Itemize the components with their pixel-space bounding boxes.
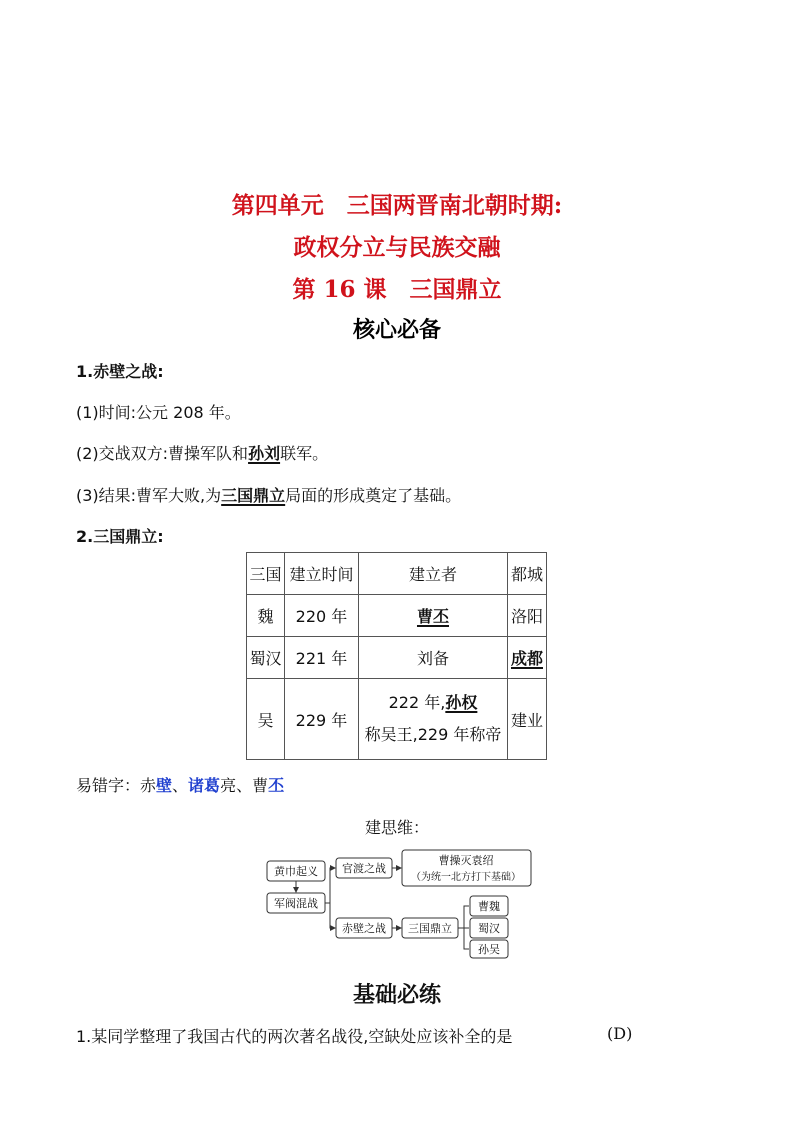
node-shu: 蜀汉 bbox=[478, 922, 500, 935]
typo-word: 诸葛 bbox=[188, 776, 221, 795]
unit-subtitle: 政权分立与民族交融 bbox=[293, 234, 501, 261]
lesson-title: 第 16 课 三国鼎立 bbox=[292, 276, 502, 303]
node-three-kingdoms: 三国鼎立 bbox=[408, 922, 452, 935]
table-header: 建立时间 bbox=[285, 553, 359, 595]
flow-connector bbox=[464, 928, 469, 949]
table-cell: 221 年 bbox=[285, 637, 359, 679]
table-cell bbox=[359, 595, 508, 637]
node-cao-defeat: 曹操灭袁绍 bbox=[438, 854, 494, 867]
table-header: 都城 bbox=[508, 553, 547, 595]
table-cell bbox=[359, 679, 508, 760]
founder-pre: 222 年, bbox=[388, 693, 446, 712]
question-1-answer: (D) bbox=[607, 1024, 633, 1043]
typo-word: 壁 bbox=[156, 776, 173, 795]
section1-heading: 1.赤壁之战: bbox=[76, 362, 164, 381]
battle-time: (1)时间:公元 208 年。 bbox=[76, 403, 241, 422]
node-uprising: 黄巾起义 bbox=[274, 865, 318, 878]
table-cell: 魏 bbox=[247, 595, 285, 637]
basic-heading: 基础必练 bbox=[352, 983, 441, 1008]
table-header: 建立者 bbox=[359, 553, 508, 595]
flow-arrow bbox=[325, 868, 335, 903]
mindmap-heading: 建思维： bbox=[364, 818, 429, 837]
result-key: 三国鼎立 bbox=[221, 486, 286, 505]
table-row bbox=[247, 595, 547, 637]
typo-label: 易错字：赤 bbox=[76, 776, 157, 795]
table-cell: 220 年 bbox=[285, 595, 359, 637]
typo-word: 丕 bbox=[268, 776, 285, 795]
three-kingdoms-table bbox=[246, 552, 547, 760]
table-header: 三国 bbox=[247, 553, 285, 595]
question-1: 1.某同学整理了我国古代的两次著名战役,空缺处应该补全的是 bbox=[76, 1027, 513, 1046]
section2-heading: 2.三国鼎立: bbox=[76, 527, 164, 546]
founder-post: 称吴王,229 年称帝 bbox=[364, 725, 502, 744]
typo-sep: 、 bbox=[172, 776, 189, 795]
typo-note bbox=[76, 773, 284, 796]
table-cell: 建业 bbox=[508, 679, 547, 760]
sides-key: 孙刘 bbox=[248, 444, 281, 463]
battle-result bbox=[76, 483, 461, 506]
table-cell: 洛阳 bbox=[508, 595, 547, 637]
table-row bbox=[247, 637, 547, 679]
founder-note bbox=[359, 687, 507, 719]
table-cell bbox=[508, 637, 547, 679]
typo-mid: 亮、曹 bbox=[220, 776, 269, 795]
sides-suffix: 联军。 bbox=[280, 444, 329, 463]
core-heading: 核心必备 bbox=[352, 318, 441, 343]
table-header-row bbox=[247, 553, 547, 595]
sides-prefix: (2)交战双方:曹操军队和 bbox=[76, 444, 249, 463]
flow-arrow bbox=[330, 903, 335, 928]
node-guandu: 官渡之战 bbox=[342, 862, 386, 875]
founder-key: 孙权 bbox=[445, 693, 478, 712]
battle-sides bbox=[76, 441, 328, 464]
table-row bbox=[247, 679, 547, 760]
unit-title: 第四单元 三国两晋南北朝时期: bbox=[231, 192, 563, 219]
table-cell: 229 年 bbox=[285, 679, 359, 760]
founder-key: 曹丕 bbox=[416, 607, 449, 626]
result-prefix: (3)结果:曹军大败,为 bbox=[76, 486, 222, 505]
node-warlords: 军阀混战 bbox=[274, 897, 318, 910]
table-cell: 刘备 bbox=[359, 637, 508, 679]
node-wei: 曹魏 bbox=[478, 900, 500, 913]
table-cell: 蜀汉 bbox=[247, 637, 285, 679]
node-chibi: 赤壁之战 bbox=[342, 922, 386, 935]
capital-key: 成都 bbox=[510, 649, 543, 668]
mindmap-diagram bbox=[262, 848, 534, 960]
node-wu: 孙吴 bbox=[478, 943, 500, 956]
table-cell: 吴 bbox=[247, 679, 285, 760]
node-cao-defeat-note: （为统一北方打下基础） bbox=[411, 872, 521, 883]
result-suffix: 局面的形成奠定了基础。 bbox=[285, 486, 462, 505]
flow-connector bbox=[458, 906, 469, 928]
